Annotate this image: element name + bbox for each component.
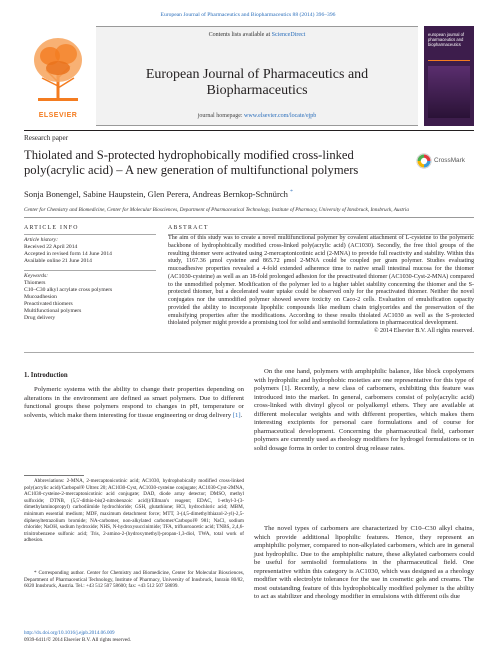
abstract-bottom-rule	[24, 352, 474, 353]
journal-title: European Journal of Pharmaceutics and Biopharmaceutics	[145, 67, 369, 98]
history-accepted: Accepted in revised form 14 June 2014	[24, 251, 112, 257]
introduction-paragraph-right-2: The novel types of carbomers are characterized by C10–C30 alkyl chains, which provide additional lipophilic features. Hence, they represent an amphiphilic polymer, compared to non-alkylated carbomers, which are in general just hydrophilic. Due to the amphiphilic nature, these alkylated carbomers could be useful for semisolid formulations in the pharmaceutical field. One representative within this category is AC1030, which was designed as a rheology modifier with electrolyte tolerance for the use in cosmetic gels and creams. The most outstanding feature of this hydrophobically modified polymer is the ability to act as stabilizer and rheology modifier in emulsions with different oils due	[254, 525, 474, 601]
authors-text: Sonja Bonengel, Sabine Haupstein, Glen Perera, Andreas Bernkop-Schnürch	[24, 189, 288, 199]
cover-text: european journal of pharmaceutics and biopharmaceutics	[428, 32, 465, 47]
history-received: Received 22 April 2014	[24, 244, 78, 250]
keyword-item: Multifunctional polymers	[24, 308, 82, 314]
introduction-paragraph-right-1: On the one hand, polymers with amphiphilic balance, like block copolymers with hydrophilic and hydrophobic moieties are one representative for this type of polymers [1]. Recently, a new class of carbomers, exhibiting this feature was introduced into the market. In general, carbomers consist of poly(acrylic acid) cross-linked with divinyl glycol or polyalkenyl ethers. They are available at different molecular weights and with different properties, which makes them interesting excipients for personal care formulations and of course for pharmaceutical development. Concerning the pharmaceutical field, carbomer polymers are currently used as rheology modifiers for hydrogel formulations or in solid dosage forms in order to control drug release rates.	[254, 368, 474, 452]
corresponding-author-footnote: * Corresponding author. Center for Chemistry and Biomedicine, Center for Molecular Biosciences, Department of Pharmaceutical Technology, Institute of Pharmacy, University of Innsbruck, Innrain 80/82, 6020 Innsbruck, Austria. Tel.: +43 512 507 58600; fax: +43 512 507 58699.	[24, 570, 244, 590]
doi-link[interactable]: http://dx.doi.org/10.1016/j.ejpb.2014.06.009	[24, 630, 115, 636]
journal-cover-thumbnail[interactable]	[424, 26, 474, 126]
introduction-paragraph-left: Polymeric systems with the ability to change their properties depending on alterations in the environment are defined as smart polymers. Due to different functional groups these polymers respond to changes in pH, temperature or solvents, which make them interesting for tissue engineering or drug delivery [1].	[24, 386, 244, 419]
article-history	[24, 237, 156, 265]
affiliation: Center for Chemistry and Biomedicine, Center for Molecular Biosciences, Department of Pharmaceutical Technology, Institute of Pharmacy, University of Innsbruck, Innsbruck, Austria	[24, 207, 409, 213]
homepage-prefix: journal homepage:	[197, 113, 245, 119]
footnote-rule	[24, 475, 84, 476]
abstract-heading: ABSTRACT	[168, 225, 209, 231]
keywords-label: Keywords:	[24, 273, 49, 279]
journal-reference[interactable]: European Journal of Pharmaceutics and Biopharmaceutics 88 (2014) 396–396	[160, 12, 336, 18]
article-info-rule	[24, 234, 156, 235]
header-rule	[24, 217, 474, 218]
sciencedirect-link[interactable]: ScienceDirect	[271, 32, 306, 38]
cover-divider	[428, 60, 470, 61]
contents-prefix: Contents lists available at	[208, 32, 272, 38]
author-list	[24, 189, 293, 199]
journal-homepage	[96, 113, 418, 119]
article-section-label: Research paper	[24, 134, 69, 142]
issn-line: 0939-6411/© 2014 Elsevier B.V. All rights reserved.	[24, 636, 132, 643]
keyword-item: Thiomers	[24, 280, 46, 286]
keyword-item: C10–C30 alkyl acrylate cross polymers	[24, 287, 113, 293]
elsevier-logo	[24, 26, 92, 126]
history-online: Available online 21 June 2014	[24, 258, 92, 264]
masthead-rule	[24, 130, 474, 131]
article-title: Thiolated and S-protected hydrophobically modified cross-linked poly(acrylic acid) – A new generation of multifunctional polymers	[24, 148, 359, 177]
corresponding-author-marker[interactable]: *	[290, 189, 293, 196]
journal-masthead	[24, 26, 474, 128]
crossmark-label: CrossMark	[434, 157, 465, 164]
cover-art	[428, 66, 470, 118]
introduction-heading: 1. Introduction	[24, 372, 68, 379]
publisher-name: ELSEVIER	[38, 112, 78, 119]
doi-line	[24, 630, 244, 643]
abstract-copyright: © 2014 Elsevier B.V. All rights reserved.	[373, 328, 474, 334]
keywords-rule	[24, 270, 156, 271]
contents-line	[96, 32, 418, 38]
crossmark-badge[interactable]	[416, 153, 474, 169]
abstract-text: The aim of this study was to create a novel multifunctional polymer by covalent attachment of L-cysteine to the polymeric backbone of hydrophobically modified cross-linked poly(acrylic acid) (AC1030). Secondly, the free thiol groups of the resulting thiomer were activated using 2-mercaptonicotinic acid (2-MNA) to provide full reactivity and stability. Within this study, 1167.36 μmol cysteine and 865.72 μmol 2-MNA could be coupled per gram polymer. Studies evaluating mucoadhesive properties revealed a 4-fold extended adherence time to native small intestinal mucosa for the thiomer (AC1030-cysteine) as well as an 18-fold prolonged adhesion for the preactivated thiomer (AC1030-Cyst-2-MNA) compared to the unmodified polymer. Modification of the polymer led to a higher tablet stability concerning the thiomer and the S-protected thiomer, but a decelerated water uptake could be observed only for the preactivated thiomer. Neither the novel conjugates nor the unmodified polymer showed severe toxicity on Caco-2 cells. Evaluation of emulsification capacity provided the ability to incorporate lipophilic compounds like medium chain triglycerides and the preservation of the emulsifying properties after the modifications. According to these results thiolated AC1030 as well as the S-protected thiolated polymer might provide a promising tool for solid and semisolid formulations in pharmaceutical development.	[168, 235, 474, 327]
keywords	[24, 273, 156, 322]
article-info-heading: ARTICLE INFO	[24, 225, 79, 231]
reference-link[interactable]: [1]	[232, 411, 241, 419]
keyword-item: Mucoadhesion	[24, 294, 57, 300]
introduction-text: Polymeric systems with the ability to change their properties depending on alterations in the environment are defined as smart polymers. Due to different functional groups these polymers respond to changes in pH, temperature or solvents, which make them interesting for tissue engineering or drug delivery	[24, 386, 244, 419]
keyword-item: Drug delivery	[24, 315, 56, 321]
history-label: Article history:	[24, 237, 59, 243]
abbreviations-footnote: Abbreviations: 2-MNA, 2-mercaptonicotinic acid; AC1030, hydrophobically modified cross-linked poly(acrylic acid)/Carbopol® Ultrez 20; AC1030-Cyst, AC1030-cysteine conjugate; AC1030-Cyst-2MNA, AC1030-cysteine-2-mercaptonicotinic acid conjugate; DAD, diode array detector; DMSO, methyl sulfoxide; DTNB, (5,5'-dithio-bis(2-nitrobenzoic acid))/Ellman's reagent; EDAC, 1-ethyl-3-(3-dimethylaminopropyl) carbodiimide hydrochloride; GSH, glutathione; HCl, hydrochloric acid; MBM, minimum essential medium; MDF, maximum detachment force; MTT, 3-(4,5-dimethylthiazol-2-yl)-2,5-diphenyltetrazolium bromide; NA-carbomer, non-alkylated carbomer/Carbopol® 981; NaCl, sodium chloride; NaOH, sodium hydroxide; NHS, N-hydroxysuccinimide; TFA, trifluoroacetic acid; TNBS, 2,4,6-trinitrobenzene sulfonic acid; Tris, 2-amino-2-(hydroxymethyl)-propan-1,3-diol, TWA, total work of adhesion.	[24, 478, 244, 544]
crossmark-icon	[416, 153, 432, 169]
keyword-item: Preactivated thiomers	[24, 301, 73, 307]
masthead-center	[96, 26, 418, 126]
homepage-link[interactable]: www.elsevier.com/locate/ejpb	[244, 113, 317, 119]
abstract-body	[168, 235, 474, 336]
